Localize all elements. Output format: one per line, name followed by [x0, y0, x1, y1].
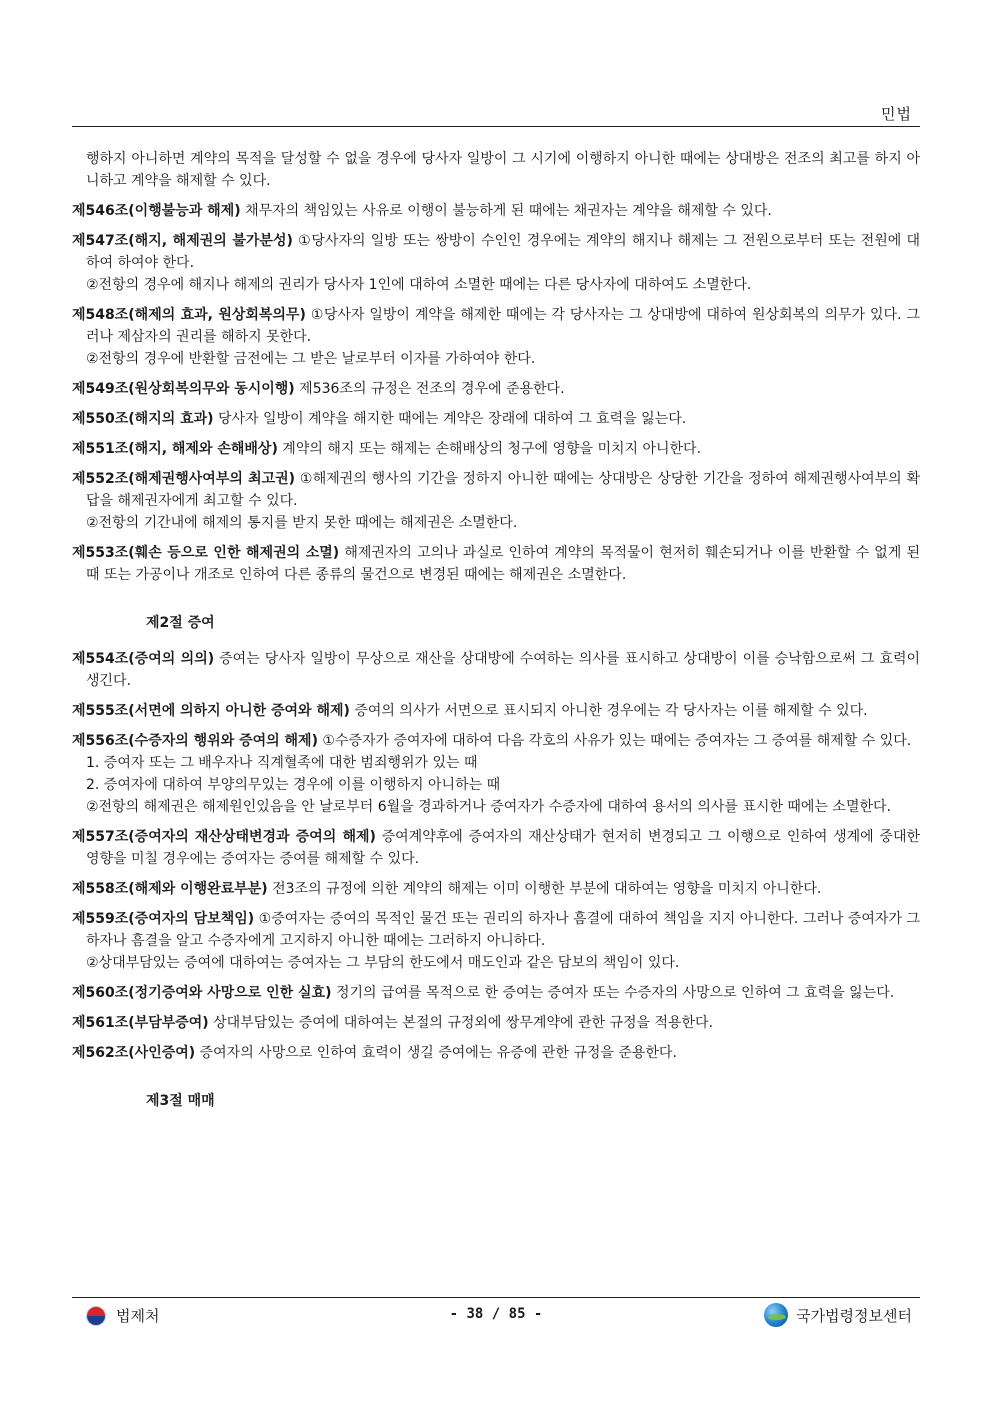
article-paragraph	[72, 438, 920, 460]
article-heading: 제561조(부담부증여)	[72, 1015, 209, 1031]
article	[72, 468, 920, 534]
article-group-2	[72, 648, 920, 1064]
article-heading: 제547조(해지, 해제권의 불가분성)	[72, 233, 293, 249]
article-text: 증여는 당사자 일방이 무상으로 재산을 상대방에 수여하는 의사를 표시하고 상대방이 이를 승낙함으로써 그 효력이 생긴다.	[86, 651, 921, 689]
article-paragraph	[72, 542, 920, 586]
article-text: ①해제권의 행사의 기간을 정하지 아니한 때에는 상대방은 상당한 기간을 정하여 해제권행사여부의 확답을 해제권자에게 최고할 수 있다.	[86, 471, 920, 509]
article-text: 증여계약후에 증여자의 재산상태가 현저히 변경되고 그 이행으로 인하여 생계에 중대한 영향을 미칠 경우에는 증여자는 증여를 해제할 수 있다.	[86, 829, 920, 867]
article-paragraph	[72, 982, 920, 1004]
article-text: 전3조의 규정에 의한 계약의 해제는 이미 이행한 부분에 대하여는 영향을 미치지 아니한다.	[267, 881, 822, 897]
article-heading: 제555조(서면에 의하지 아니한 증여와 해제)	[72, 703, 350, 719]
page-number: - 38 / 85 -	[449, 1306, 543, 1322]
article	[72, 700, 920, 722]
footer-center-name: 국가법령정보센터	[796, 1306, 912, 1325]
section-heading-3: 제3절 매매	[146, 1093, 215, 1109]
article-heading: 제559조(증여자의 담보책임)	[72, 911, 255, 927]
article-heading: 제560조(정기증여와 사망으로 인한 실효)	[72, 985, 332, 1001]
article-heading: 제548조(해제의 효과, 원상회복의무)	[72, 307, 306, 323]
article	[72, 878, 920, 900]
continuation-text: 행하지 아니하면 계약의 목적을 달성할 수 없을 경우에 당사자 일방이 그 시기에 이행하지 아니한 때에는 상대방은 전조의 최고를 하지 아니하고 계약을 해제할 수 있다.	[86, 151, 920, 189]
article	[72, 542, 920, 586]
article-subparagraph: ②상대부담있는 증여에 대하여는 증여자는 그 부담의 한도에서 매도인과 같은 담보의 책임이 있다.	[86, 955, 680, 971]
article	[72, 826, 920, 870]
article-text: ①당사자 일방이 계약을 해제한 때에는 각 당사자는 그 상대방에 대하여 원상회복의 의무가 있다. 그러나 제삼자의 권리를 해하지 못한다.	[86, 307, 920, 345]
article-heading: 제546조(이행불능과 해제)	[72, 203, 241, 219]
article-text: 증여자의 사망으로 인하여 효력이 생길 증여에는 유증에 관한 규정을 준용한다.	[195, 1045, 677, 1061]
article-heading: 제558조(해제와 이행완료부분)	[72, 881, 268, 897]
article-text: 해제권자의 고의나 과실로 인하여 계약의 목적물이 현저히 훼손되거나 이를 반환할 수 없게 된 때 또는 가공이나 개조로 인하여 다른 종류의 물건으로 변경된 때에는 해제권은 소멸한다.	[86, 545, 920, 583]
article-heading: 제549조(원상회복의무와 동시이행)	[72, 381, 295, 397]
footer-right	[764, 1303, 912, 1327]
article-paragraph	[72, 230, 920, 274]
article-subparagraph: ②전항의 기간내에 해제의 통지를 받지 못한 때에는 해제권은 소멸한다.	[86, 515, 518, 531]
article-subparagraph: ②전항의 경우에 해지나 해제의 권리가 당사자 1인에 대하여 소멸한 때에는 다른 당사자에 대하여도 소멸한다.	[86, 277, 752, 293]
article-paragraph	[72, 408, 920, 430]
article	[72, 378, 920, 400]
header-divider	[72, 126, 920, 127]
article	[72, 200, 920, 222]
article-group-1	[72, 200, 920, 586]
article	[72, 730, 920, 818]
article-paragraph	[72, 1012, 920, 1034]
article	[72, 648, 920, 692]
article	[72, 408, 920, 430]
article-subparagraph: 2. 증여자에 대하여 부양의무있는 경우에 이를 이행하지 아니하는 때	[86, 777, 501, 793]
article-paragraph	[72, 730, 920, 752]
article-text: 당사자 일방이 계약을 해지한 때에는 계약은 장래에 대하여 그 효력을 잃는다.	[213, 411, 687, 427]
article	[72, 1012, 920, 1034]
globe-logo-icon	[764, 1303, 788, 1327]
footer-agency: 법제처	[116, 1307, 160, 1325]
document-body	[72, 148, 920, 1126]
article-text: 정기의 급여를 목적으로 한 증여는 증여자 또는 수증자의 사망으로 인하여 그 효력을 잃는다.	[331, 985, 895, 1001]
article-heading: 제554조(증여의 의의)	[72, 651, 215, 667]
article-text: 상대부담있는 증여에 대하여는 본절의 규정외에 쌍무계약에 관한 규정을 적용한다.	[208, 1015, 714, 1031]
article-text: ①수증자가 증여자에 대하여 다음 각호의 사유가 있는 때에는 증여자는 그 증여를 해제할 수 있다.	[317, 733, 912, 749]
article	[72, 982, 920, 1004]
article-text: 계약의 해지 또는 해제는 손해배상의 청구에 영향을 미치지 아니한다.	[277, 441, 702, 457]
article-paragraph	[72, 908, 920, 952]
article-text: ①증여자는 증여의 목적인 물건 또는 권리의 하자나 흠결에 대하여 책임을 지지 아니한다. 그러나 증여자가 그 하자나 흠결을 알고 수증자에게 고지하지 아니한 때에는 그러하지 아니하다.	[86, 911, 920, 949]
article-subparagraph: ②전항의 경우에 반환할 금전에는 그 받은 날로부터 이자를 가하여야 한다.	[86, 351, 536, 367]
article-paragraph	[72, 648, 920, 692]
article	[72, 438, 920, 460]
article-paragraph	[72, 826, 920, 870]
article	[72, 230, 920, 296]
article-subparagraph: 1. 증여자 또는 그 배우자나 직계혈족에 대한 범죄행위가 있는 때	[86, 755, 478, 771]
article-text: 제536조의 규정은 전조의 경우에 준용한다.	[294, 381, 565, 397]
article	[72, 304, 920, 370]
article-paragraph	[72, 304, 920, 348]
article-heading: 제562조(사인증여)	[72, 1045, 196, 1061]
page-header-title: 민법	[881, 105, 912, 123]
article-heading: 제552조(해제권행사여부의 최고권)	[72, 471, 296, 487]
article-paragraph	[72, 878, 920, 900]
article-paragraph	[72, 378, 920, 400]
article-heading: 제551조(해지, 해제와 손해배상)	[72, 441, 278, 457]
article-heading: 제550조(해지의 효과)	[72, 411, 214, 427]
article	[72, 908, 920, 974]
article-heading: 제556조(수증자의 행위와 증여의 해제)	[72, 733, 318, 749]
article-heading: 제557조(증여자의 재산상태변경과 증여의 해제)	[72, 829, 376, 845]
article-text: 채무자의 책임있는 사유로 이행이 불능하게 된 때에는 채권자는 계약을 해제할 수 있다.	[240, 203, 772, 219]
article-paragraph	[72, 700, 920, 722]
article-paragraph	[72, 200, 920, 222]
article-text: ①당사자의 일방 또는 쌍방이 수인인 경우에는 계약의 해지나 해제는 그 전원으로부터 또는 전원에 대하여 하여야 한다.	[86, 233, 921, 271]
article-text: 증여의 의사가 서면으로 표시되지 아니한 경우에는 각 당사자는 이를 해제할 수 있다.	[349, 703, 868, 719]
article-subparagraph: ②전항의 해제권은 해제원인있음을 안 날로부터 6월을 경과하거나 증여자가 수증자에 대하여 용서의 의사를 표시한 때에는 소멸한다.	[86, 799, 891, 815]
section-heading-2: 제2절 증여	[146, 615, 215, 631]
footer-divider	[72, 1297, 920, 1298]
article-heading: 제553조(훼손 등으로 인한 해제권의 소멸)	[72, 545, 340, 561]
article-paragraph	[72, 468, 920, 512]
article	[72, 1042, 920, 1064]
article-paragraph	[72, 1042, 920, 1064]
